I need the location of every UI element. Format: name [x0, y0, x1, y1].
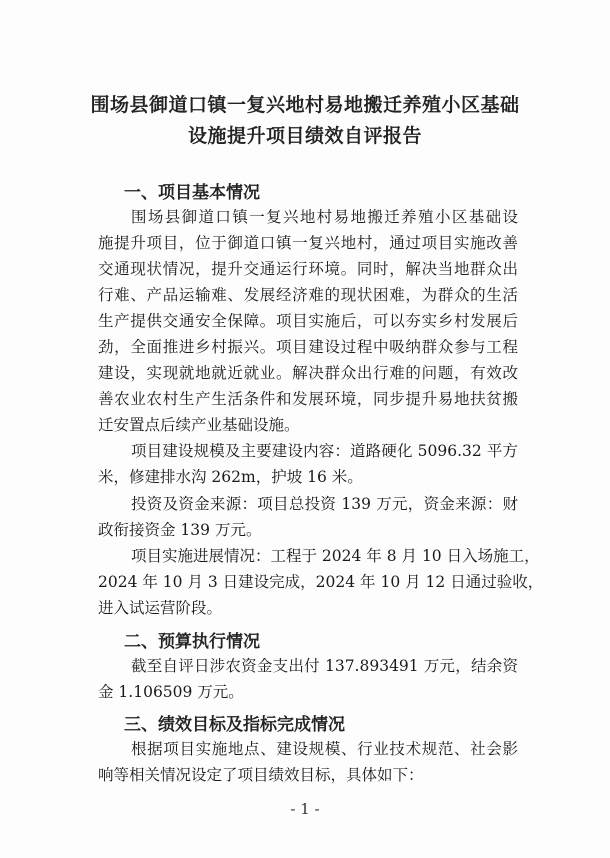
page-number: - 1 - [290, 800, 320, 818]
section-1-heading: 一、项目基本情况 [124, 183, 260, 203]
paragraph-line: 投资及资金来源：项目总投资 139 万元，资金来源：财 [131, 495, 518, 513]
paragraph-line: 金 1.106509 万元。 [98, 683, 244, 701]
paragraph-line: 建设，实现就地就近就业。解决群众出行难的问题，有效改 [98, 364, 518, 382]
paragraph-line: 施提升项目，位于御道口镇一复兴地村，通过项目实施改善 [98, 234, 518, 252]
paragraph-line: 米，修建排水沟 262m，护坡 16 米。 [98, 468, 363, 486]
section-2-heading: 二、预算执行情况 [124, 632, 260, 652]
paragraph-line: 行难、产品运输难、发展经济难的现状困难，为群众的生活 [98, 286, 518, 304]
paragraph-line: 截至自评日涉农资金支出付 137.893491 万元，结余资 [131, 657, 518, 675]
document-title-line-2: 设施提升项目绩效自评报告 [187, 125, 422, 147]
paragraph-line: 交通现状情况，提升交通运行环境。同时，解决当地群众出 [98, 260, 518, 278]
paragraph-line: 项目建设规模及主要建设内容：道路硬化 5096.32 平方 [131, 442, 518, 460]
paragraph-line: 善农业农村生产生活条件和发展环境，同步提升易地扶贫搬 [98, 390, 518, 408]
paragraph-line: 生产提供交通安全保障。项目实施后，可以夯实乡村发展后 [98, 312, 518, 330]
paragraph-line: 2024 年 10 月 3 日建设完成，2024 年 10 月 12 日通过验收， [98, 573, 544, 591]
paragraph-line: 围场县御道口镇一复兴地村易地搬迁养殖小区基础设 [131, 208, 518, 226]
document-title-line-1: 围场县御道口镇一复兴地村易地搬迁养殖小区基础 [90, 94, 520, 116]
paragraph-line: 响等相关情况设定了项目绩效目标，具体如下： [98, 766, 424, 784]
paragraph-line: 进入试运营阶段。 [98, 599, 223, 617]
paragraph-line: 项目实施进展情况：工程于 2024 年 8 月 10 日入场施工， [131, 547, 540, 565]
paragraph-line: 政衔接资金 139 万元。 [98, 521, 262, 539]
paragraph-line: 劲，全面推进乡村振兴。项目建设过程中吸纳群众参与工程 [98, 338, 518, 356]
paragraph-line: 根据项目实施地点、建设规模、行业技术规范、社会影 [131, 740, 518, 758]
paragraph-line: 迁安置点后续产业基础设施。 [98, 416, 300, 434]
section-3-heading: 三、绩效目标及指标完成情况 [124, 715, 345, 735]
